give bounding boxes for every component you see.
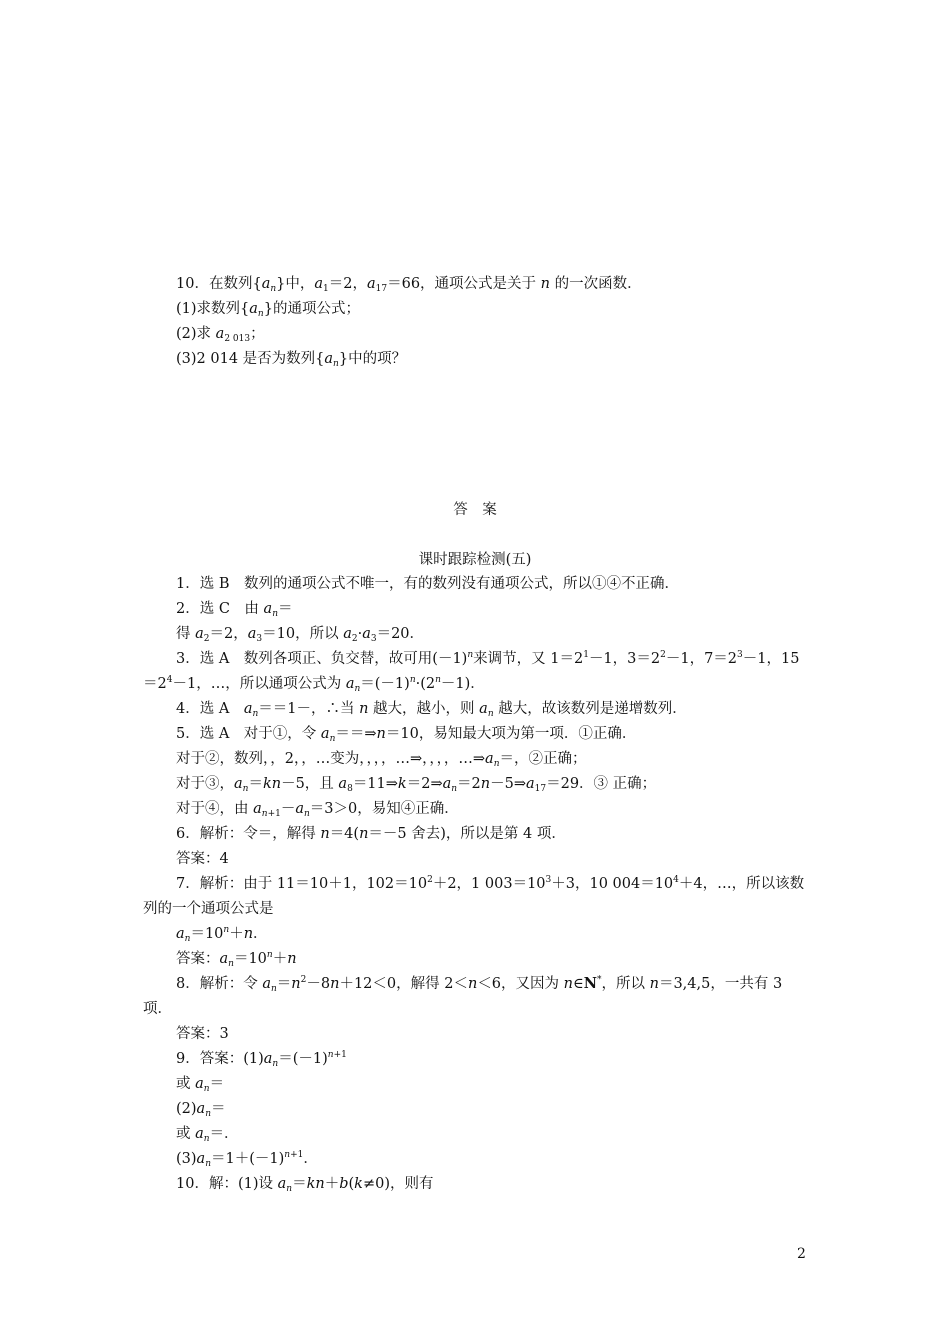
answer-10: 10．解：(1)设 $a_n=kn+b(k\ne 0)$，则有 [176, 1176, 434, 1194]
q10-line-4: (3)2 014 是否为数列$\{a_n\}$中的项？ [176, 351, 407, 369]
answer-9e: $(3)a_n=1+(-1)^{n+1}$． [176, 1150, 318, 1169]
answer-5b: 对于②，数列，，2，，…变为，，，，…⇒，，，，$\dots\Rightarrow a_n=$，②正确； [176, 751, 587, 769]
answer-7c: $a_n=10^n+n$． [176, 925, 268, 944]
answer-5a: 5．选 A 对于①，令 $a_n==\Rightarrow n=10$，易知最大项为第一项．①正确． [176, 726, 637, 744]
answer-8a: 8．解析：令 $a_n=n^2-8n+12<0$，解得 2＜n＜6，又因为 n∈N*，所以 n＝3,4,5，一共有 3 [176, 975, 783, 994]
answer-9c: $(2)a_n=$ [176, 1101, 226, 1119]
q10-line-1: 10．在数列$\{a_n\}$中，$a_1=2$，$a_{17}=66$，通项公式是关于 n 的一次函数． [176, 276, 642, 294]
q10-line-3: (2)求 $a_{2 013}$； [176, 326, 265, 344]
answers-title: 答 案 [453, 502, 497, 518]
answer-9b: 或 $a_n=$ [176, 1076, 225, 1094]
answer-8b: 项． [143, 1001, 172, 1017]
answer-6a: 6．解析：令＝，解得 n＝4(n＝－5 舍去)，所以是第 4 项． [176, 826, 566, 842]
answer-5d: 对于④，由 $a_{n+1}-a_n=3>0$，易知④正确． [176, 801, 459, 819]
answer-2b: 得 $a_2=2$，$a_3=10$，所以 $a_2\cdot a_3=20$． [176, 626, 425, 644]
answer-3a: 3．选 A 数列各项正、负交替，故可用$(-1)^n$来调节，又 $1=2^1-1$，$3=2^2-1$，$7=2^3-1$，15 [176, 650, 800, 667]
answer-3b: $=2^4-1$，…，所以通项公式为 $a_n=(-1)^n\cdot(2^n-1)$． [143, 675, 485, 694]
answer-7a: 7．解析：由于 11＝10＋1，$102=10^2+2$，1 $003=10^3+3$，10 $004=10^4+4$，…，所以该数 [176, 875, 805, 892]
answer-4: 4．选 A $a_n==1-$，∴当 n 越大，越小，则 $a_n$ 越大，故该数列是递增数列． [176, 701, 687, 719]
answers-subtitle: 课时跟踪检测(五) [418, 552, 532, 568]
answer-6b: 答案：4 [176, 851, 229, 867]
q10-line-2: (1)求数列$\{a_n\}$的通项公式； [176, 301, 360, 319]
answer-7d: 答案：$a_n=10^n+n$ [176, 950, 297, 969]
answer-1: 1．选 B 数列的通项公式不唯一，有的数列没有通项公式，所以①④不正确． [176, 576, 679, 592]
page-number: 2 [797, 1246, 806, 1262]
answer-7b: 列的一个通项公式是 [143, 901, 274, 917]
answer-8c: 答案：3 [176, 1026, 229, 1042]
answer-9a: 9．答案：$(1)a_n=(-1)^{n+1}$ [176, 1050, 347, 1069]
answer-5c: 对于③，$a_n=kn-5$，且 $a_8=11\Rightarrow k=2\Rightarrow a_n=2n-5\Rightarrow a_{17}=29$．③ 正确； [176, 776, 657, 794]
answer-9d: 或 $a_n=$． [176, 1126, 239, 1144]
answer-2a: 2．选 C 由 $a_n=$ [176, 601, 293, 619]
